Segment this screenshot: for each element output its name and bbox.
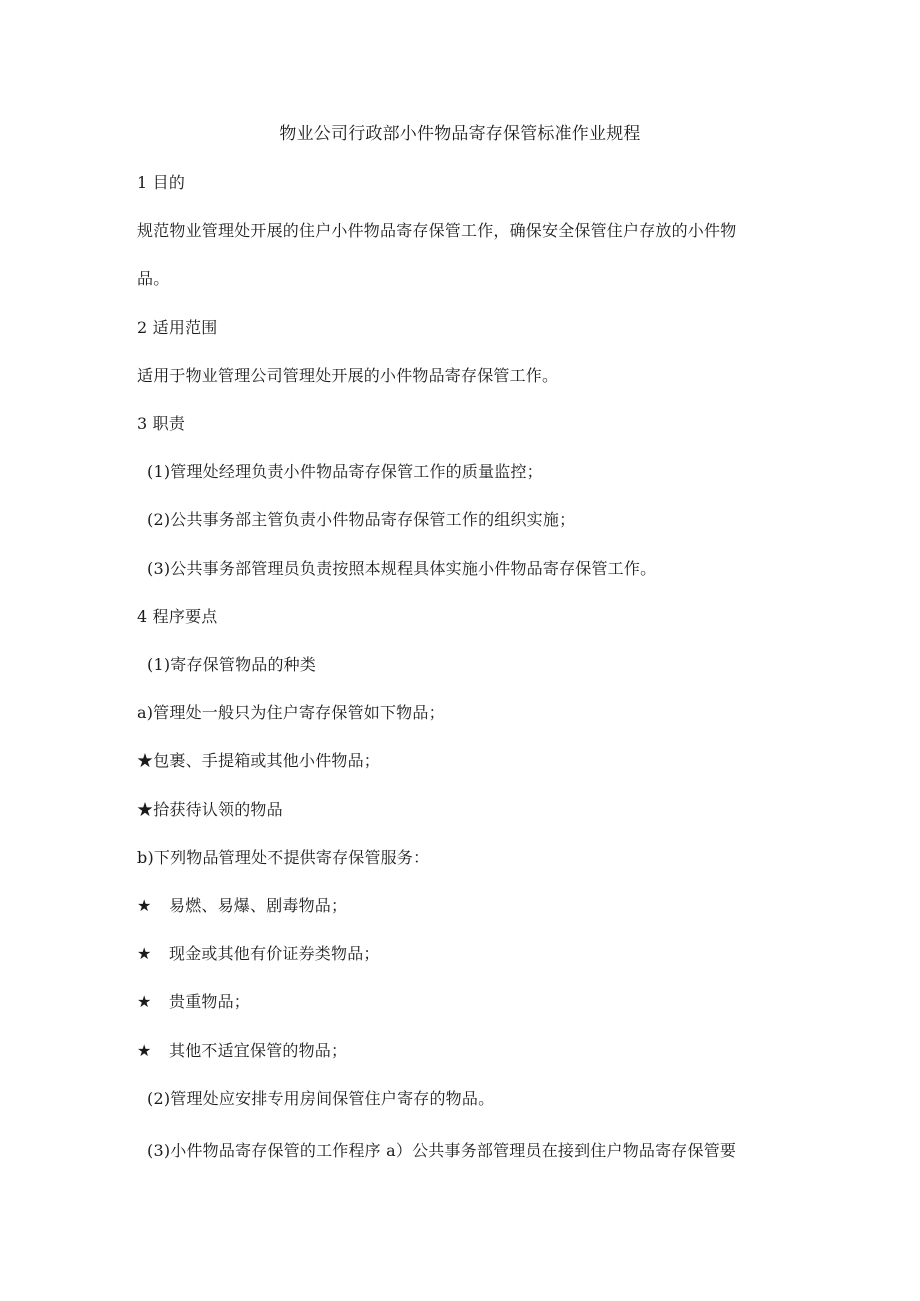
section-4-b-star-3: [137, 992, 250, 1012]
section-1-heading: 1 目的: [137, 173, 186, 192]
section-3-item-1: (1)管理处经理负责小件物品寄存保管工作的质量监控；: [147, 462, 543, 481]
section-4-b-star-4: [137, 1041, 347, 1061]
star-icon: ★: [137, 896, 152, 915]
section-2-heading: 2 适用范围: [137, 318, 218, 337]
section-3-item-3: (3)公共事务部管理员负责按照本规程具体实施小件物品寄存保管工作。: [147, 559, 657, 578]
section-4-sub-2: (2)管理处应安排专用房间保管住户寄存的物品。: [147, 1089, 495, 1108]
section-4-item-a: a)管理处一般只为住户寄存保管如下物品；: [137, 703, 445, 722]
star-icon: ★: [137, 1041, 152, 1060]
star-item-text: 易燃、易爆、剧毒物品；: [169, 896, 348, 915]
section-4-b-star-2: [137, 944, 380, 964]
section-4-a-star-1: ★包裹、手提箱或其他小件物品；: [137, 751, 381, 770]
section-1-body-line-1: 规范物业管理处开展的住户小件物品寄存保管工作，确保安全保管住户存放的小件物: [137, 221, 737, 240]
star-item-text: 贵重物品；: [169, 992, 251, 1011]
star-item-text: 其他不适宜保管的物品；: [169, 1041, 348, 1060]
section-4-b-star-1: [137, 896, 347, 916]
star-item-text: 现金或其他有价证券类物品；: [169, 944, 380, 963]
section-4-sub-1: (1)寄存保管物品的种类: [147, 655, 317, 674]
star-icon: ★: [137, 992, 152, 1011]
section-4-a-star-2: ★拾获待认领的物品: [137, 800, 283, 819]
section-4-item-b: b)下列物品管理处不提供寄存保管服务：: [137, 848, 430, 867]
document-title: 物业公司行政部小件物品寄存保管标准作业规程: [279, 124, 641, 144]
star-icon: ★: [137, 944, 152, 963]
section-3-item-2: (2)公共事务部主管负责小件物品寄存保管工作的组织实施；: [147, 510, 576, 529]
section-4-sub-3: (3)小件物品寄存保管的工作程序 a）公共事务部管理员在接到住户物品寄存保管要: [147, 1141, 737, 1160]
section-4-heading: 4 程序要点: [137, 607, 218, 626]
section-1-body-line-2: 品。: [137, 269, 170, 288]
section-2-body: 适用于物业管理公司管理处开展的小件物品寄存保管工作。: [137, 366, 559, 385]
section-3-heading: 3 职责: [137, 414, 186, 433]
